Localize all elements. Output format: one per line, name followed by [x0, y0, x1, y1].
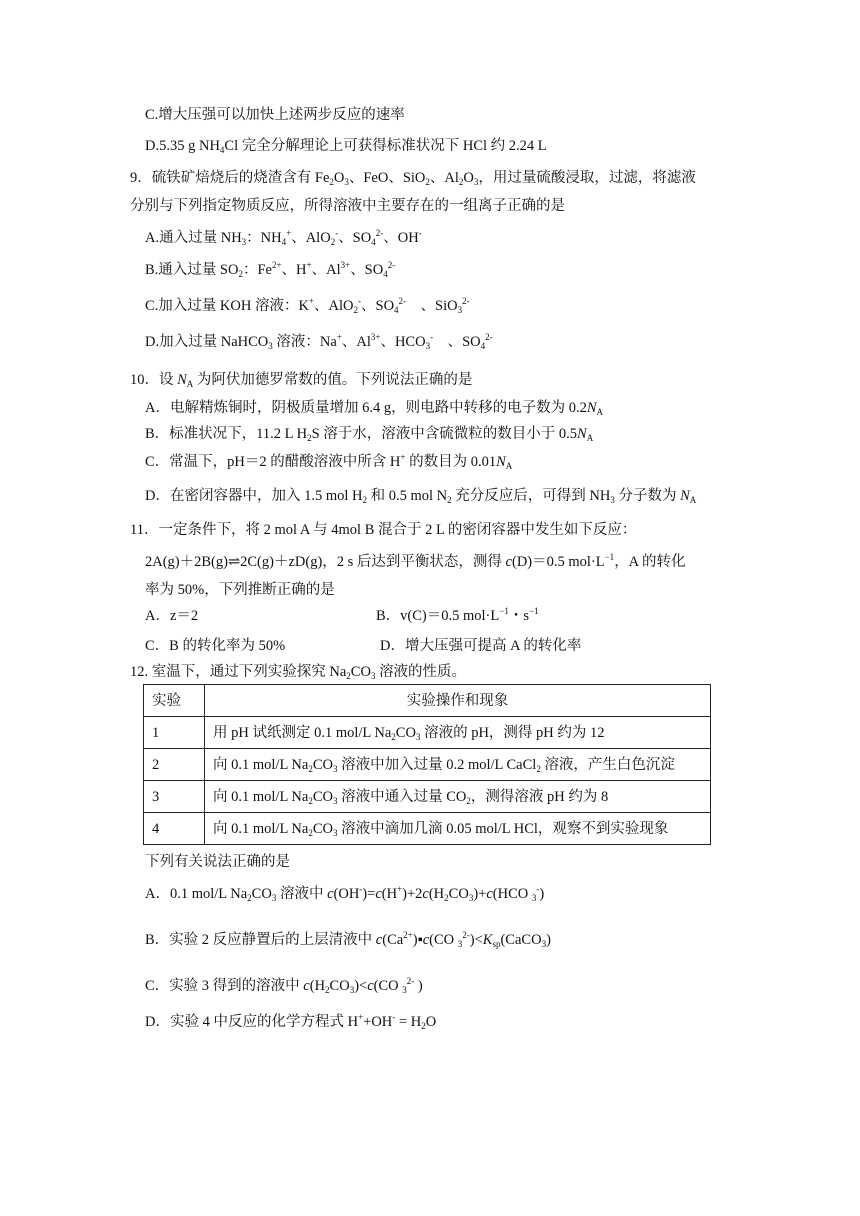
table-row: [144, 813, 711, 845]
q10-option-c: C．常温下，pH＝2 的醋酸溶液中所含 H+ 的数目为 $0.01N_A$: [145, 452, 513, 471]
q9-stem: 9．硫铁矿焙烧后的烧渣含有 $Fe_2O_3$、FeO、SiO$_2$、$Al_2O_3$，用过量硫酸浸取，过滤，将滤液: [130, 170, 696, 187]
q11-stem-line3: 率为 50%，下列推断正确的是: [145, 582, 335, 598]
equilibrium-arrow-icon: ⇌: [227, 554, 241, 570]
q12-option-c: C．实验 3 得到的溶液中 $c(H_2CO_3)<c(CO$ $_3^{2-}$ ): [145, 976, 423, 995]
q11-equation: 2A(g)＋2B(g)⇌2C(g)＋zD(g)，2 s 后达到平衡状态，测得 c(D)＝0.5 $mol\cdot L^{-1}$，A 的转化: [145, 552, 686, 570]
table-row: [144, 781, 711, 813]
q9-option-a: A.通入过量 $NH_3$：$NH_4^+$、AlO$_2$-、$SO_4^{2-}$、OH-: [145, 228, 422, 247]
table-header-experiment: 实验: [144, 685, 205, 717]
table-cell-number: 4: [144, 813, 205, 845]
table-row: [144, 717, 711, 749]
q8-option-c: C.增大压强可以加快上述两步反应的速率: [145, 107, 405, 123]
table-cell-number: 1: [144, 717, 205, 749]
q9-stem-line2: 分别与下列指定物质反应，所得溶液中主要存在的一组离子正确的是: [130, 198, 565, 214]
table-row: [144, 749, 711, 781]
q11-option-d: D．增大压强可提高 A 的转化率: [380, 638, 582, 654]
q12-option-a: A．0.1 mol/L $Na_2CO_3$ 溶液中 $c(OH^-)=c(H^+)+2c(H_2CO_3)+c(HCO$ $_3$-): [145, 884, 545, 903]
q10-option-d: D．在密闭容器中，加入 1.5 mol $H_2$ 和 0.5 mol $N_2$ 充分反应后，可得到 $NH_3$ 分子数为 $N_A$: [145, 488, 697, 505]
q11-option-c: C．B 的转化率为 50%: [145, 638, 286, 654]
q12-option-b: B．实验 2 反应静置后的上层清液中 $c(Ca^{2+})▪c(CO$ $_3^{2-})<K_{sp}(CaCO_3)$: [145, 930, 551, 949]
q10-option-a: A．电解精炼铜时，阴极质量增加 6.4 g，则电路中转移的电子数为 $0.2N_A$: [145, 400, 604, 417]
q9-option-d: D.加入过量 NaHCO$_3$ 溶液：Na+、$Al^{3+}$、$HCO_3^-$ 、$SO_4^{2-}$: [145, 332, 493, 351]
q12-stem: 12. 室温下，通过下列实验探究 $Na_2CO_3$ 溶液的性质。: [130, 664, 467, 681]
table-cell-procedure: 向 0.1 mol/L $Na_2CO_3$ 溶液中滴加几滴 0.05 mol/L HCl，观察不到实验现象: [205, 813, 711, 845]
q11-stem: 11．一定条件下，将 2 mol A 与 4mol B 混合于 2 L 的密闭容器中发生如下反应：: [130, 522, 637, 538]
q12-prompt: 下列有关说法正确的是: [145, 854, 290, 870]
q11-option-b: B．v(C)＝0.5 $mol\cdot L^{-1}$・$s^{-1}$: [376, 606, 539, 624]
q10-option-b: B．标准状况下，11.2 L $H_2S$ 溶于水，溶液中含硫微粒的数目小于 $0.5N_A$: [145, 426, 594, 443]
table-cell-procedure: 向 0.1 mol/L $Na_2CO_3$ 溶液中通入过量 $CO_2$，测得溶液 pH 约为 8: [205, 781, 711, 813]
table-cell-procedure: 向 0.1 mol/L $Na_2CO_3$ 溶液中加入过量 0.2 mol/L CaCl$_2$ 溶液，产生白色沉淀: [205, 749, 711, 781]
table-header-row: [144, 685, 711, 717]
table-cell-procedure: 用 pH 试纸测定 0.1 mol/L $Na_2CO_3$ 溶液的 pH，测得 pH 约为 12: [205, 717, 711, 749]
q8-option-d: D.5.35 g $NH_4Cl$ 完全分解理论上可获得标准状况下 HCl 约 2.24 L: [145, 138, 547, 155]
table-cell-number: 2: [144, 749, 205, 781]
q12-option-d: D．实验 4 中反应的化学方程式 $H^++OH^- = H_2O$: [145, 1012, 437, 1031]
q11-option-a: A．z＝2: [145, 608, 199, 624]
table-cell-number: 3: [144, 781, 205, 813]
q9-option-b: B.通入过量 $SO_2$：$Fe^{2+}$、H+、$Al^{3+}$、$SO_4^{2-}$: [145, 260, 396, 279]
q10-stem: 10．设 $N_A$ 为阿伏加德罗常数的值。下列说法正确的是: [130, 372, 473, 389]
table-header-procedure: 实验操作和现象: [205, 685, 711, 717]
experiment-table: [143, 684, 711, 845]
q9-option-c: C.加入过量 KOH 溶液：K+、AlO$_2$-、$SO_4^{2-}$ 、SiO$_3^{2-}$: [145, 296, 470, 315]
